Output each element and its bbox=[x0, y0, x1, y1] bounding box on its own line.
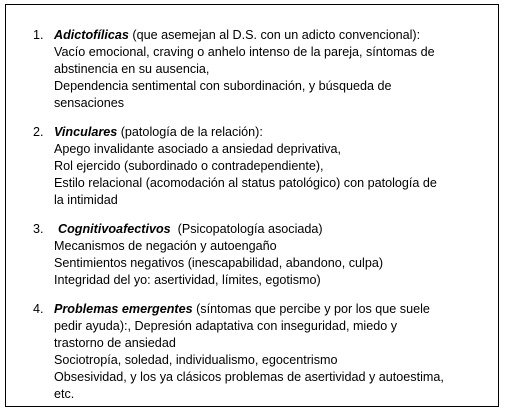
body-line: Dependencia sentimental con subordinación, y búsqueda de bbox=[54, 79, 392, 93]
body-line: Apego invalidante asociado a ansiedad deprivativa, bbox=[54, 142, 342, 156]
list-item-body bbox=[33, 141, 495, 209]
body-line: sensaciones bbox=[54, 96, 125, 110]
category-term: Cognitivoafectivos bbox=[58, 222, 171, 236]
list-item-heading bbox=[33, 221, 495, 238]
list-number: 4. bbox=[33, 302, 44, 316]
body-line: Mecanismos de negación y autoengaño bbox=[54, 239, 277, 253]
body-line: Integridad del yo: asertividad, límites, egotismo) bbox=[54, 273, 321, 287]
category-description: (patología de la relación): bbox=[117, 125, 263, 139]
list-item-heading bbox=[33, 124, 495, 141]
list-item-adictofilicas bbox=[33, 27, 495, 112]
body-line: Sociotropía, soledad, individualismo, egocentrismo bbox=[54, 353, 338, 367]
body-line: Sentimientos negativos (inescapabilidad, abandono, culpa) bbox=[54, 256, 384, 270]
category-description: (que asemejan al D.S. con un adicto convencional): bbox=[128, 28, 421, 42]
list-item-body bbox=[33, 238, 495, 289]
body-line: Estilo relacional (acomodación al status patológico) con patología de bbox=[54, 176, 437, 190]
category-description: (síntomas que percibe y por los que suele bbox=[192, 302, 430, 316]
list-item-cognitivoafectivos bbox=[33, 221, 495, 289]
list-item-body bbox=[33, 318, 495, 403]
body-line: abstinencia en su ausencia, bbox=[54, 62, 210, 76]
body-line: pedir ayuda):, Depresión adaptativa con inseguridad, miedo y bbox=[54, 319, 398, 333]
list-number: 3. bbox=[33, 222, 44, 236]
body-line: Vacío emocional, craving o anhelo intenso de la pareja, síntomas de bbox=[54, 45, 435, 59]
list-number: 1. bbox=[33, 28, 44, 42]
list-item-heading bbox=[33, 301, 495, 318]
body-line: trastorno de ansiedad bbox=[54, 336, 176, 350]
category-term: Adictofílicas bbox=[54, 28, 129, 42]
list-item-vinculares bbox=[33, 124, 495, 209]
body-line: etc. bbox=[54, 387, 75, 401]
list-item-heading bbox=[33, 27, 495, 44]
category-description: (Psicopatología asociada) bbox=[170, 222, 323, 236]
category-term: Problemas emergentes bbox=[54, 302, 193, 316]
list-number: 2. bbox=[33, 125, 44, 139]
body-line: Obsesividad, y los ya clásicos problemas de asertividad y autoestima, bbox=[54, 370, 444, 384]
category-term: Vinculares bbox=[54, 125, 118, 139]
list-item-problemas-emergentes bbox=[33, 301, 495, 403]
list-item-body bbox=[33, 44, 495, 112]
body-line: la intimidad bbox=[54, 193, 118, 207]
body-line: Rol ejercido (subordinado o contradependiente), bbox=[54, 159, 324, 173]
